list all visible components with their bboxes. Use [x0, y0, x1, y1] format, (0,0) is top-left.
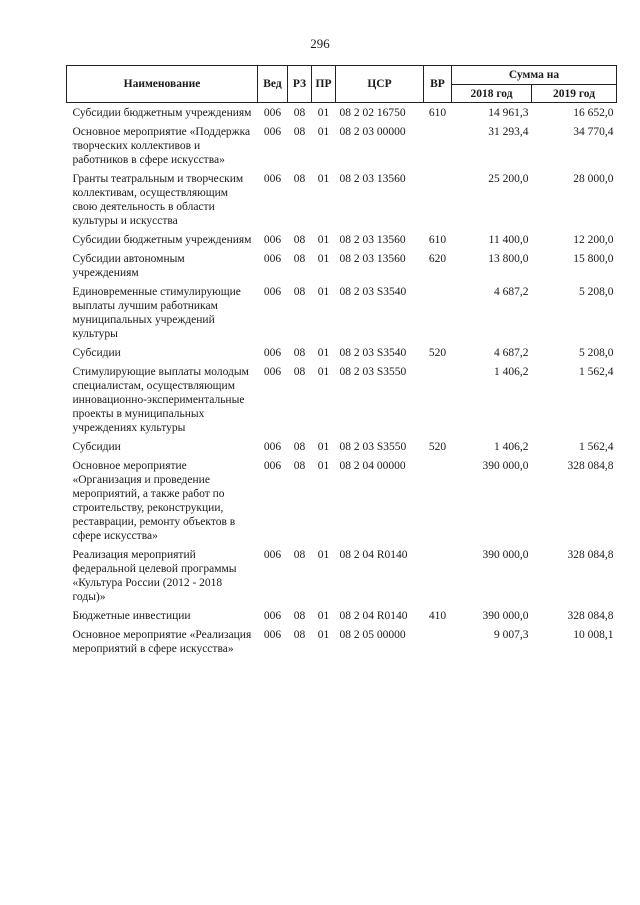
row-ved: 006 — [263, 460, 282, 472]
header-year-2019: 2019 год — [532, 85, 617, 103]
row-ved: 006 — [263, 126, 282, 138]
row-csr: 08 2 03 S3550 — [339, 441, 407, 453]
row-sum-2019: 5 208,0 — [579, 347, 614, 359]
row-sum-2018: 1 406,2 — [494, 441, 529, 453]
header-sum: Сумма на — [452, 66, 617, 85]
row-ved: 006 — [263, 441, 282, 453]
header-name: Наименование — [67, 66, 258, 103]
row-sum-2018: 4 687,2 — [494, 286, 529, 298]
row-sum-2018: 25 200,0 — [488, 173, 529, 185]
row-rz: 08 — [293, 234, 306, 246]
row-rz: 08 — [293, 549, 306, 561]
row-name: Субсидии бюджетным учреждениям — [72, 107, 252, 119]
row-csr: 08 2 03 S3540 — [339, 347, 407, 359]
row-vr — [424, 362, 452, 437]
table-row — [67, 625, 617, 658]
row-sum-2018: 390 000,0 — [482, 610, 529, 622]
row-pr: 01 — [317, 173, 330, 185]
row-name: Субсидии — [72, 441, 121, 453]
row-vr: 610 — [428, 234, 447, 246]
row-sum-2019: 328 084,8 — [567, 549, 614, 561]
table-row — [67, 282, 617, 343]
row-name: Стимулирующие выплаты молодым специалистам, осуществляющим инновационно-экспериментальные проекты в муниципальных учреждениях культуры — [72, 366, 249, 434]
row-pr: 01 — [317, 460, 330, 472]
row-name: Реализация мероприятий федеральной целевой программы «Культура России (2012 - 2018 годы)» — [72, 549, 237, 603]
table-row — [67, 362, 617, 437]
table-row — [67, 122, 617, 169]
row-pr: 01 — [317, 126, 330, 138]
row-csr: 08 2 02 16750 — [339, 107, 406, 119]
row-name: Субсидии бюджетным учреждениям — [72, 234, 252, 246]
table-row — [67, 437, 617, 456]
table-row — [67, 456, 617, 545]
row-rz: 08 — [293, 107, 306, 119]
row-ved: 006 — [263, 253, 282, 265]
row-sum-2019: 328 084,8 — [567, 610, 614, 622]
row-pr: 01 — [317, 347, 330, 359]
row-sum-2018: 390 000,0 — [482, 549, 529, 561]
row-vr: 610 — [428, 107, 447, 119]
row-ved: 006 — [263, 234, 282, 246]
header-vr: ВР — [424, 66, 452, 103]
row-rz: 08 — [293, 366, 306, 378]
row-sum-2018: 11 400,0 — [488, 234, 529, 246]
row-sum-2018: 31 293,4 — [488, 126, 529, 138]
row-vr — [424, 625, 452, 658]
row-sum-2018: 1 406,2 — [494, 366, 529, 378]
row-sum-2018: 390 000,0 — [482, 460, 529, 472]
row-vr — [424, 545, 452, 606]
row-name: Основное мероприятие «Поддержка творческих коллективов и работников в сфере искусства» — [72, 126, 251, 166]
row-rz: 08 — [293, 173, 306, 185]
row-rz: 08 — [293, 629, 306, 641]
row-sum-2018: 9 007,3 — [494, 629, 529, 641]
row-vr — [424, 122, 452, 169]
row-csr: 08 2 05 00000 — [339, 629, 406, 641]
row-sum-2019: 328 084,8 — [567, 460, 614, 472]
row-sum-2018: 13 800,0 — [488, 253, 529, 265]
row-vr: 520 — [428, 347, 447, 359]
row-vr: 410 — [428, 610, 447, 622]
row-csr: 08 2 04 R0140 — [339, 549, 408, 561]
row-name: Единовременные стимулирующие выплаты лучшим работникам муниципальных учреждений культуры — [72, 286, 241, 340]
table-header — [67, 66, 617, 103]
row-vr: 620 — [428, 253, 447, 265]
row-rz: 08 — [293, 610, 306, 622]
table-row — [67, 606, 617, 625]
row-csr: 08 2 03 S3550 — [339, 366, 407, 378]
header-pr: ПР — [312, 66, 336, 103]
row-ved: 006 — [263, 347, 282, 359]
row-sum-2019: 28 000,0 — [573, 173, 614, 185]
page-number: 296 — [310, 36, 330, 51]
header-ved: Вед — [258, 66, 288, 103]
row-rz: 08 — [293, 460, 306, 472]
table-row — [67, 343, 617, 362]
row-sum-2018: 4 687,2 — [494, 347, 529, 359]
row-pr: 01 — [317, 107, 330, 119]
row-csr: 08 2 03 13560 — [339, 234, 406, 246]
row-csr: 08 2 03 00000 — [339, 126, 406, 138]
row-sum-2019: 1 562,4 — [579, 441, 614, 453]
table-row — [67, 169, 617, 230]
row-pr: 01 — [317, 549, 330, 561]
row-csr: 08 2 03 13560 — [339, 253, 406, 265]
row-csr: 08 2 03 13560 — [339, 173, 406, 185]
row-ved: 006 — [263, 610, 282, 622]
row-ved: 006 — [263, 366, 282, 378]
table-row — [67, 249, 617, 282]
row-pr: 01 — [317, 610, 330, 622]
table-row — [67, 230, 617, 249]
row-rz: 08 — [293, 253, 306, 265]
row-name: Основное мероприятие «Реализация мероприятий в сфере искусства» — [72, 629, 252, 655]
row-rz: 08 — [293, 286, 306, 298]
row-ved: 006 — [263, 549, 282, 561]
row-pr: 01 — [317, 441, 330, 453]
row-sum-2019: 5 208,0 — [579, 286, 614, 298]
row-vr — [424, 456, 452, 545]
row-name: Бюджетные инвестиции — [72, 610, 191, 622]
header-csr: ЦСР — [336, 66, 424, 103]
row-rz: 08 — [293, 441, 306, 453]
row-sum-2019: 34 770,4 — [573, 126, 614, 138]
row-ved: 006 — [263, 173, 282, 185]
table-body — [67, 103, 617, 659]
row-rz: 08 — [293, 126, 306, 138]
row-vr — [424, 282, 452, 343]
header-rz: РЗ — [288, 66, 312, 103]
row-rz: 08 — [293, 347, 306, 359]
row-name: Основное мероприятие «Организация и проведение мероприятий, а также работ по строительству, реконструкции, реставрации, ремонту объектов в сфере искусства» — [72, 460, 236, 542]
row-vr: 520 — [428, 441, 447, 453]
table-row — [67, 103, 617, 123]
row-vr — [424, 169, 452, 230]
row-sum-2019: 15 800,0 — [573, 253, 614, 265]
row-pr: 01 — [317, 234, 330, 246]
row-name: Субсидии — [72, 347, 121, 359]
table-row — [67, 545, 617, 606]
row-ved: 006 — [263, 107, 282, 119]
row-csr: 08 2 04 00000 — [339, 460, 406, 472]
row-pr: 01 — [317, 253, 330, 265]
row-ved: 006 — [263, 286, 282, 298]
row-pr: 01 — [317, 286, 330, 298]
row-sum-2019: 1 562,4 — [579, 366, 614, 378]
row-sum-2019: 10 008,1 — [573, 629, 614, 641]
row-sum-2018: 14 961,3 — [488, 107, 529, 119]
row-ved: 006 — [263, 629, 282, 641]
row-csr: 08 2 04 R0140 — [339, 610, 408, 622]
row-pr: 01 — [317, 629, 330, 641]
row-sum-2019: 12 200,0 — [573, 234, 614, 246]
header-year-2018: 2018 год — [452, 85, 532, 103]
row-name: Субсидии автономным учреждениям — [72, 253, 185, 279]
row-sum-2019: 16 652,0 — [573, 107, 614, 119]
row-csr: 08 2 03 S3540 — [339, 286, 407, 298]
row-name: Гранты театральным и творческим коллективам, осуществляющим свою деятельность в области культуры и искусства — [72, 173, 244, 227]
budget-table — [66, 65, 617, 658]
row-pr: 01 — [317, 366, 330, 378]
